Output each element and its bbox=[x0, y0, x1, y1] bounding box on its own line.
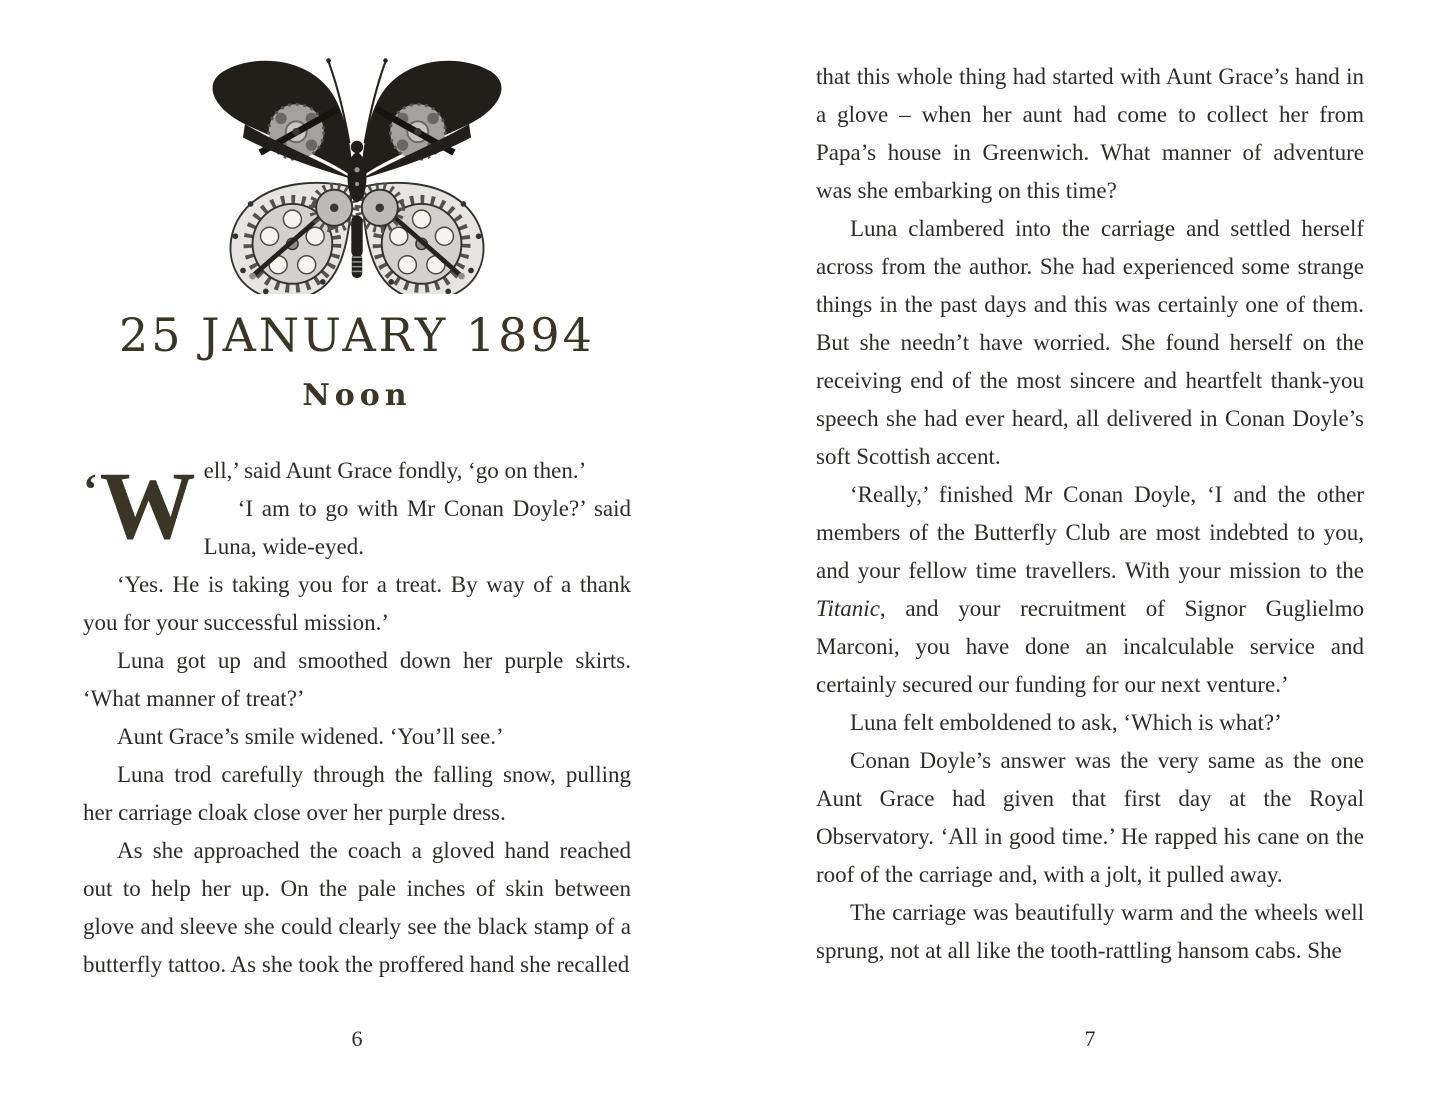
paragraph: that this whole thing had started with Aunt Grace’s hand in a glove – when her aunt had come to collect her from Papa’s house in Greenwich. What manner of adventure was she embarking on this time? bbox=[816, 64, 1364, 203]
paragraph: ‘I am to go with Mr Conan Doyle?’ said Luna, wide-eyed. bbox=[203, 496, 631, 559]
paragraph: Luna got up and smoothed down her purple skirts. ‘What manner of treat?’ bbox=[83, 648, 631, 711]
paragraph-with-italic bbox=[816, 476, 1364, 704]
paragraph: The carriage was beautifully warm and the wheels well sprung, not at all like the tooth-rattling hansom cabs. She bbox=[816, 900, 1364, 963]
paragraph: Luna trod carefully through the falling snow, pulling her carriage cloak close over her purple dress. bbox=[83, 762, 631, 825]
butterfly-icon bbox=[186, 36, 528, 294]
page-number-left: 6 bbox=[351, 1026, 363, 1051]
paragraph: ‘Yes. He is taking you for a treat. By way of a thank you for your successful mission.’ bbox=[83, 572, 631, 635]
paragraph: Aunt Grace’s smile widened. ‘You’ll see.’ bbox=[117, 724, 504, 749]
paragraph-text: , and your recruitment of Signor Guglielmo Marconi, you have done an incalculable service and certainly secured our funding for our next venture.’ bbox=[816, 596, 1364, 697]
paragraph: Conan Doyle’s answer was the very same as the one Aunt Grace had given that first day at the Royal Observatory. ‘All in good time.’ He rapped his cane on the roof of the carriage and, with a jolt, it pulled away. bbox=[816, 748, 1364, 887]
right-page bbox=[816, 0, 1364, 1109]
paragraph-text: ‘Really,’ finished Mr Conan Doyle, ‘I and the other members of the Butterfly Club are most indebted to you, and your fellow time travellers. With your mission to the bbox=[816, 482, 1364, 583]
book-title-italic: Titanic bbox=[816, 596, 880, 621]
chapter-time-subheading: Noon bbox=[302, 378, 412, 413]
left-page bbox=[83, 0, 631, 1109]
drop-cap-letter: W bbox=[99, 452, 194, 559]
paragraph: As she approached the coach a gloved hand reached out to help her up. On the pale inches of skin between glove and sleeve she could clearly see the black stamp of a butterfly tattoo. As she took the proffered hand she recalled bbox=[83, 838, 631, 977]
drop-cap-quote: ‘ bbox=[83, 465, 98, 514]
page-number-right: 7 bbox=[1084, 1026, 1096, 1051]
chapter-date-heading: 25 JANUARY 1894 bbox=[119, 308, 595, 362]
paragraph: Luna felt emboldened to ask, ‘Which is what?’ bbox=[850, 710, 1282, 735]
paragraph: Luna clambered into the carriage and settled herself across from the author. She had experienced some strange things in the past days and this was certainly one of them. But she needn’t have worried. She found herself on the receiving end of the most sincere and heartfelt thank-you speech she had ever heard, all delivered in Conan Doyle’s soft Scottish accent. bbox=[816, 216, 1364, 469]
clockwork-butterfly-illustration bbox=[186, 36, 528, 294]
left-page-body bbox=[83, 452, 631, 984]
paragraph-text: ell,’ said Aunt Grace fondly, ‘go on then.’ bbox=[203, 458, 587, 483]
right-page-body bbox=[816, 58, 1364, 970]
drop-cap bbox=[83, 452, 194, 559]
